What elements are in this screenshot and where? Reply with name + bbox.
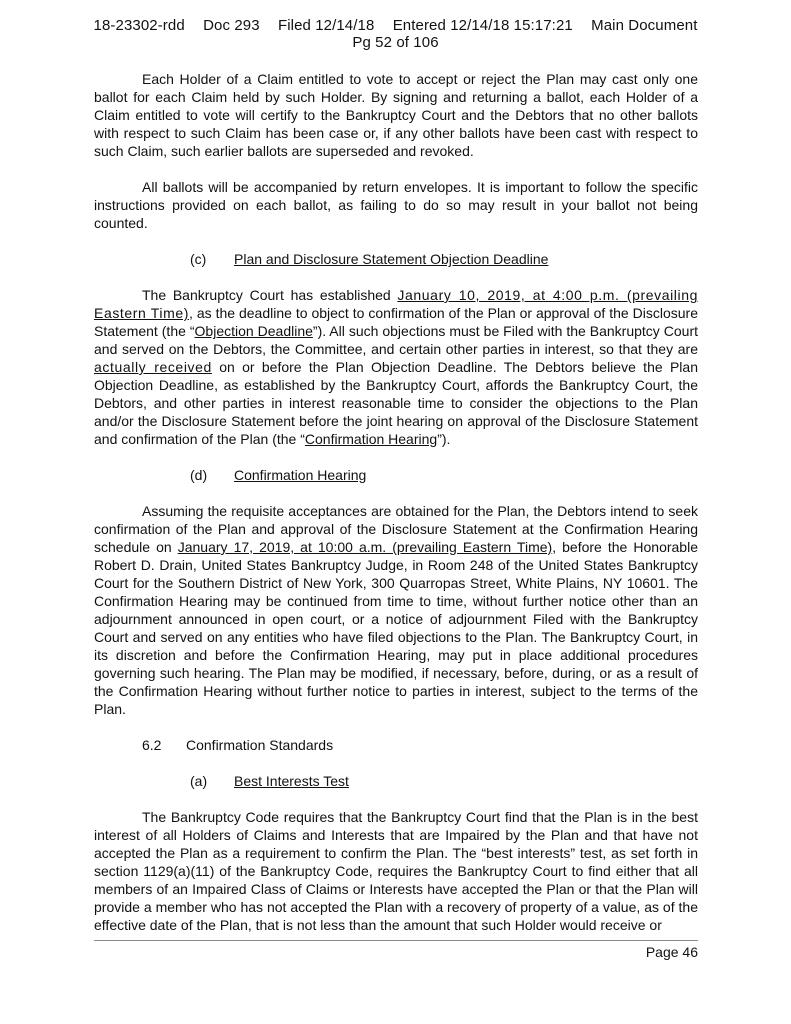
paragraph-best-interests: The Bankruptcy Code requires that the Bankruptcy Court find that the Plan is in the best interest of all Holders of Claims and Interests that are Impaired by the Plan and that have not accepted the Plan as a requirement to confirm the Plan. The “best interests” test, as set forth in section 1129(a)(11) of the Bankruptcy Code, requires the Bankruptcy Court to find either that all members of an Impaired Class of Claims or Interests have accepted the Plan or that the Plan will provide a member who has not accepted the Plan with a recovery of property of a value, as of the effective date of the Plan, that is not less than the amount that such Holder would receive or: [94, 809, 698, 933]
section-title: Best Interests Test: [234, 773, 349, 789]
section-number: (a): [190, 773, 208, 789]
section-number: (c): [190, 251, 207, 267]
header-line: [0, 17, 791, 34]
paragraph-ballot-envelopes: All ballots will be accompanied by return envelopes. It is important to follow the specific instructions provided on each ballot, as failing to do so may result in your ballot not being counted.: [94, 179, 698, 231]
footer-divider: [94, 940, 698, 941]
actually-received-term: actually received: [94, 359, 212, 375]
section-heading-6-2: [94, 736, 698, 754]
document-header: [0, 17, 791, 51]
case-number: 18-23302-rdd: [93, 17, 185, 34]
section-number: (d): [190, 467, 208, 483]
paragraph-objection-deadline: The Bankruptcy Court has established January 10, 2019, at 4:00 p.m. (prevailing Eastern Time), as the deadline to object to confirmation of the Plan or approval of the Disclosure Statement (the “Objection Deadline”). All such objections must be Filed with the Bankruptcy Court and served on the Debtors, the Committee, and certain other parties in interest, so that they are actually received on or before the Plan Objection Deadline. The Debtors believe the Plan Objection Deadline, as established by the Bankruptcy Court, affords the Bankruptcy Court, the Debtors, and other parties in interest reasonable time to consider the objections to the Plan and/or the Disclosure Statement before the joint hearing on approval of the Disclosure Statement and confirmation of the Plan (the “Confirmation Hearing”).: [94, 287, 699, 447]
doc-number: Doc 293: [203, 17, 260, 34]
page-number: Page 46: [645, 944, 698, 960]
section-heading-c: [94, 250, 698, 268]
section-heading-d: [94, 466, 698, 484]
main-document-label: Main Document: [591, 17, 698, 34]
defined-term-confirmation-hearing: Confirmation Hearing: [304, 431, 438, 447]
entered-date: Entered 12/14/18 15:17:21: [392, 17, 573, 34]
section-title: Confirmation Standards: [186, 737, 334, 753]
document-body: [94, 70, 698, 952]
paragraph-ballot-holder: Each Holder of a Claim entitled to vote to accept or reject the Plan may cast only one ballot for each Claim held by such Holder. By signing and returning a ballot, each Holder of a Claim entitled to vote will certify to the Bankruptcy Court and the Debtors that no other ballots with respect to such Claim has been case or, if any other ballots have been cast with respect to such Claim, such earlier ballots are superseded and revoked.: [94, 71, 698, 159]
section-title: Confirmation Hearing: [234, 467, 367, 483]
paragraph-confirmation-hearing: Assuming the requisite acceptances are obtained for the Plan, the Debtors intend to seek confirmation of the Plan and approval of the Disclosure Statement at the Confirmation Hearing schedule on January 17, 2019, at 10:00 a.m. (prevailing Eastern Time), before the Honorable Robert D. Drain, United States Bankruptcy Judge, in Room 248 of the United States Bankruptcy Court for the Southern District of New York, 300 Quarropas Street, White Plains, NY 10601. The Confirmation Hearing may be continued from time to time, without further notice other than an adjournment announced in open court, or a notice of adjournment Filed with the Bankruptcy Court and served on any entities who have filed objections to the Plan. The Bankruptcy Court, in its discretion and before the Confirmation Hearing, may put in place additional procedures governing such hearing. The Plan may be modified, if necessary, before, during, or as a result of the Confirmation Hearing without further notice to parties in interest, subject to the terms of the Plan.: [94, 503, 698, 717]
page-of-label: Pg 52 of 106: [352, 34, 439, 51]
section-heading-a: [94, 772, 698, 790]
defined-term-objection-deadline: Objection Deadline: [194, 323, 313, 339]
confirmation-hearing-date: January 17, 2019, at 10:00 a.m. (prevailing Eastern Time): [177, 539, 553, 555]
section-title: Plan and Disclosure Statement Objection Deadline: [234, 251, 549, 267]
objection-deadline-date: January 10, 2019, at 4:00 p.m. (prevailing Eastern Time): [94, 287, 699, 321]
filed-date: Filed 12/14/18: [277, 17, 375, 34]
section-number: 6.2: [142, 737, 162, 753]
